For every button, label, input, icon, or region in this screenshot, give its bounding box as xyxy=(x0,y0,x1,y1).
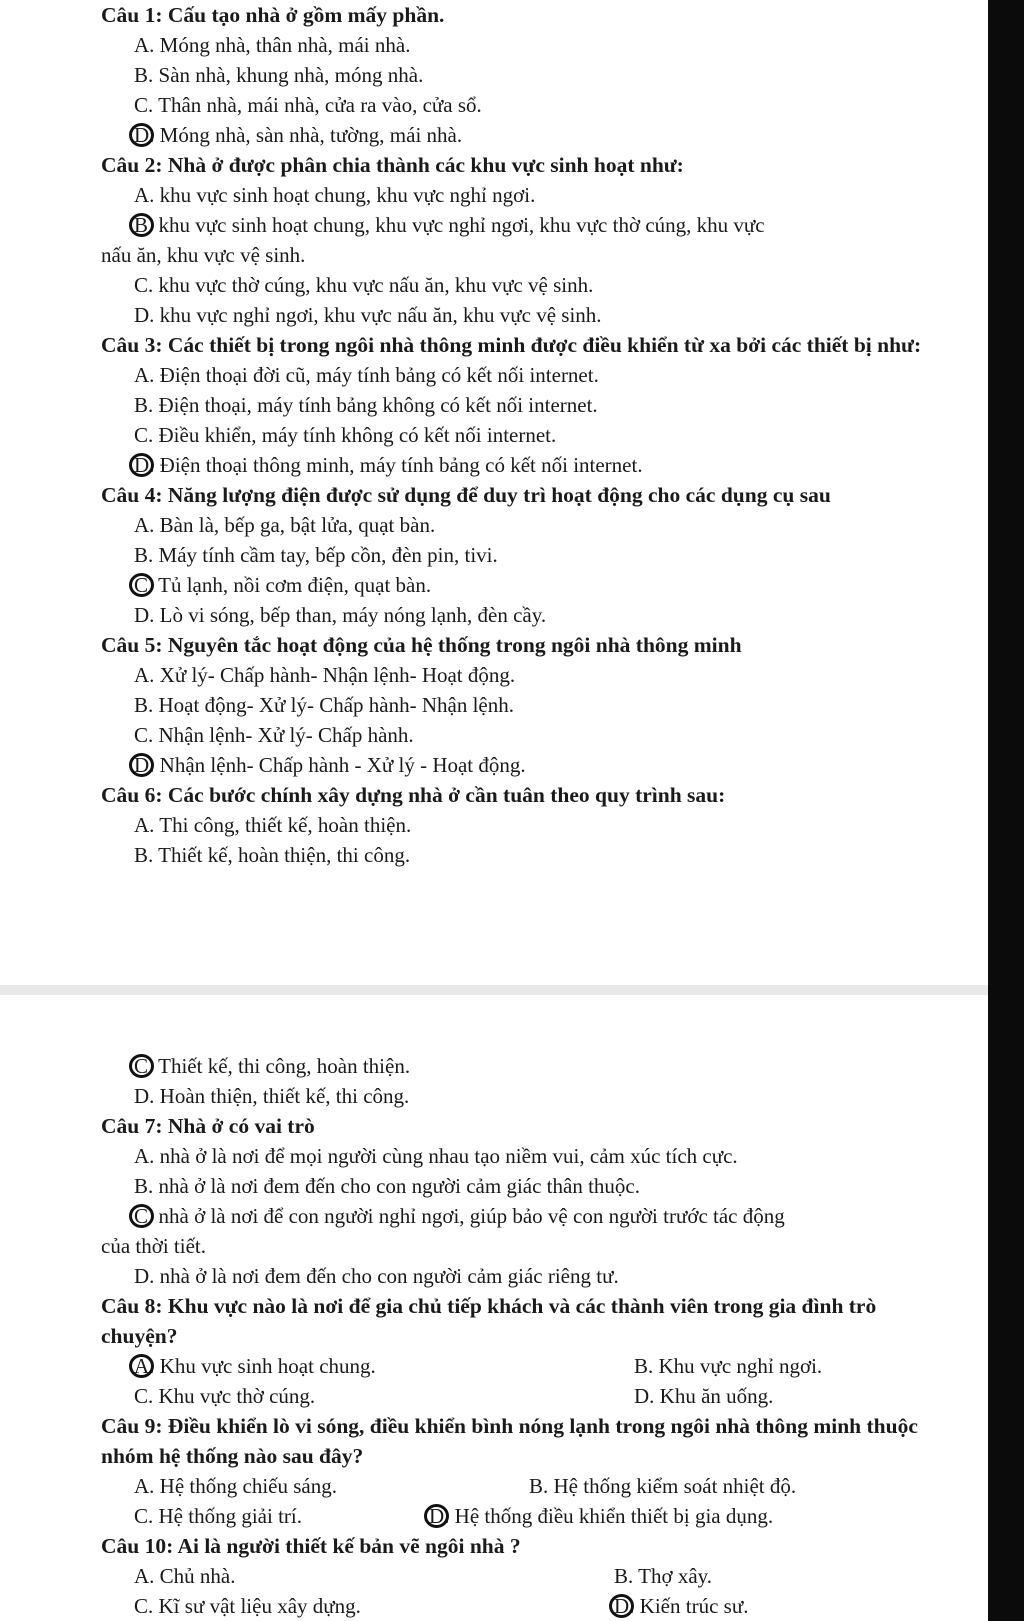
q5-option-d: D. Nhận lệnh- Chấp hành - Xử lý - Hoạt động. xyxy=(0,750,988,780)
q8-options-row-2 xyxy=(0,1381,988,1411)
q7-option-a: A. nhà ở là nơi để mọi người cùng nhau tạo niềm vui, cảm xúc tích cực. xyxy=(134,1144,738,1168)
q1-option-b: B. Sàn nhà, khung nhà, móng nhà. xyxy=(134,63,424,87)
q4-option-a: A. Bàn là, bếp ga, bật lửa, quạt bàn. xyxy=(134,513,436,537)
q9-options-row-2 xyxy=(0,1501,988,1531)
q1-option-c: C. Thân nhà, mái nhà, cửa ra vào, cửa sổ. xyxy=(134,93,482,117)
q9-options-row-1 xyxy=(0,1471,988,1501)
answer-circle xyxy=(129,453,154,477)
question-3-title: Câu 3: Các thiết bị trong ngôi nhà thông minh được điều khiển từ xa bởi các thiết bị như: xyxy=(101,333,922,357)
q5-option-b: B. Hoạt động- Xử lý- Chấp hành- Nhận lệnh. xyxy=(134,693,514,717)
q4-option-c: C. Tủ lạnh, nồi cơm điện, quạt bàn. xyxy=(0,570,988,600)
q3-option-a: A. Điện thoại đời cũ, máy tính bảng có kết nối internet. xyxy=(134,363,599,387)
answer-circle xyxy=(129,753,154,777)
right-dark-border xyxy=(988,0,1024,1621)
q6-option-b: B. Thiết kế, hoàn thiện, thi công. xyxy=(134,843,411,867)
page-divider xyxy=(0,985,988,995)
q7-option-c: C. nhà ở là nơi để con người nghỉ ngơi, giúp bảo vệ con người trước tác động xyxy=(0,1201,988,1231)
q3-option-c: C. Điều khiển, máy tính không có kết nối internet. xyxy=(134,423,557,447)
question-1-title: Câu 1: Cấu tạo nhà ở gồm mấy phần. xyxy=(101,3,445,27)
q10-option-d: D. Kiến trúc sư. xyxy=(614,1591,748,1621)
question-2-title: Câu 2: Nhà ở được phân chia thành các khu vực sinh hoạt như: xyxy=(101,153,684,177)
q10-options-row-1 xyxy=(0,1561,988,1591)
answer-circle xyxy=(129,123,154,147)
answer-circle xyxy=(129,1204,154,1228)
q2-option-b: B. khu vực sinh hoạt chung, khu vực nghỉ ngơi, khu vực thờ cúng, khu vực xyxy=(0,210,988,240)
q8-option-d: D. Khu ăn uống. xyxy=(634,1384,774,1408)
q8-option-a: A. Khu vực sinh hoạt chung. xyxy=(0,1351,634,1381)
q6-option-c: C. Thiết kế, thi công, hoàn thiện. xyxy=(0,1051,988,1081)
q2-option-b-continued: nấu ăn, khu vực vệ sinh. xyxy=(101,243,306,267)
q10-option-c: C. Kĩ sư vật liệu xây dựng. xyxy=(134,1594,361,1618)
q9-option-d: D. Hệ thống điều khiển thiết bị gia dụng. xyxy=(429,1501,773,1531)
question-5-title: Câu 5: Nguyên tắc hoạt động của hệ thống trong ngôi nhà thông minh xyxy=(101,633,742,657)
q4-option-b: B. Máy tính cầm tay, bếp cồn, đèn pin, tivi. xyxy=(134,543,498,567)
q3-option-b: B. Điện thoại, máy tính bảng không có kết nối internet. xyxy=(134,393,598,417)
answer-circle xyxy=(424,1504,449,1528)
answer-circle xyxy=(129,573,154,597)
answer-circle xyxy=(129,1054,154,1078)
question-7-title: Câu 7: Nhà ở có vai trò xyxy=(101,1114,315,1138)
q6-option-a: A. Thi công, thiết kế, hoàn thiện. xyxy=(134,813,412,837)
q10-option-b: B. Thợ xây. xyxy=(614,1564,713,1588)
q10-options-row-2 xyxy=(0,1591,988,1621)
q2-option-a: A. khu vực sinh hoạt chung, khu vực nghỉ ngơi. xyxy=(134,183,536,207)
q9-option-a: A. Hệ thống chiếu sáng. xyxy=(134,1474,337,1498)
q1-option-a: A. Móng nhà, thân nhà, mái nhà. xyxy=(134,33,411,57)
q9-option-b: B. Hệ thống kiểm soát nhiệt độ. xyxy=(529,1474,797,1498)
q7-option-c-continued: của thời tiết. xyxy=(101,1234,206,1258)
q7-option-d: D. nhà ở là nơi đem đến cho con người cảm giác riêng tư. xyxy=(134,1264,619,1288)
q5-option-c: C. Nhận lệnh- Xử lý- Chấp hành. xyxy=(134,723,414,747)
q2-option-c: C. khu vực thờ cúng, khu vực nấu ăn, khu vực vệ sinh. xyxy=(134,273,594,297)
q8-options-row-1 xyxy=(0,1351,988,1381)
document-section-bottom xyxy=(0,1051,988,1621)
answer-circle xyxy=(129,1354,154,1378)
q5-option-a: A. Xử lý- Chấp hành- Nhận lệnh- Hoạt động. xyxy=(134,663,516,687)
question-6-title: Câu 6: Các bước chính xây dựng nhà ở cần tuân theo quy trình sau: xyxy=(101,783,726,807)
q2-option-d: D. khu vực nghỉ ngơi, khu vực nấu ăn, khu vực vệ sinh. xyxy=(134,303,602,327)
q7-option-b: B. nhà ở là nơi đem đến cho con người cảm giác thân thuộc. xyxy=(134,1174,640,1198)
q8-option-b: B. Khu vực nghỉ ngơi. xyxy=(634,1354,823,1378)
q6-option-d: D. Hoàn thiện, thiết kế, thi công. xyxy=(134,1084,410,1108)
q3-option-d: D. Điện thoại thông minh, máy tính bảng có kết nối internet. xyxy=(0,450,988,480)
answer-circle xyxy=(609,1594,634,1618)
q1-option-d: D. Móng nhà, sàn nhà, tường, mái nhà. xyxy=(0,120,988,150)
question-9-title: Câu 9: Điều khiển lò vi sóng, điều khiển bình nóng lạnh trong ngôi nhà thông minh thuộc nhóm hệ thống nào sau đây? xyxy=(101,1414,918,1468)
q10-option-a: A. Chủ nhà. xyxy=(134,1564,236,1588)
q8-option-c: C. Khu vực thờ cúng. xyxy=(134,1384,316,1408)
question-10-title: Câu 10: Ai là người thiết kế bản vẽ ngôi nhà ? xyxy=(101,1534,521,1558)
question-4-title: Câu 4: Năng lượng điện được sử dụng để duy trì hoạt động cho các dụng cụ sau xyxy=(101,483,831,507)
question-8-title: Câu 8: Khu vực nào là nơi để gia chủ tiếp khách và các thành viên trong gia đình trò chuyện? xyxy=(101,1294,877,1348)
q4-option-d: D. Lò vi sóng, bếp than, máy nóng lạnh, đèn cầy. xyxy=(134,603,547,627)
answer-circle xyxy=(129,213,154,237)
q9-option-c: C. Hệ thống giải trí. xyxy=(134,1504,302,1528)
